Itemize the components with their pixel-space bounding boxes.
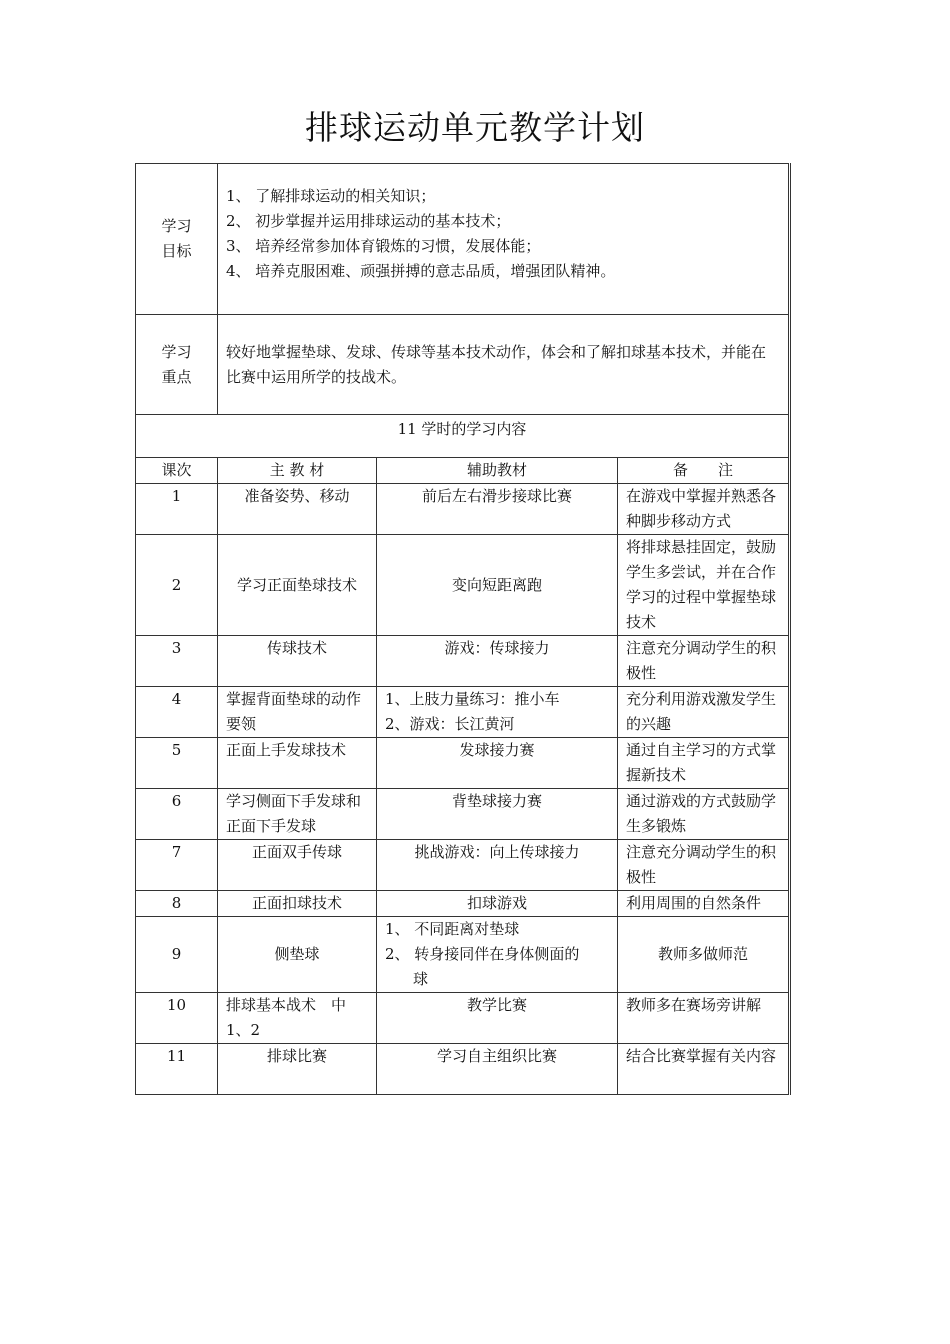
focus-row xyxy=(136,315,790,415)
main-material: 正面扣球技术 xyxy=(218,891,377,917)
table-row xyxy=(136,917,790,993)
note: 注意充分调动学生的积极性 xyxy=(618,840,790,891)
note: 利用周围的自然条件 xyxy=(618,891,790,917)
note: 教师多在赛场旁讲解 xyxy=(618,993,790,1044)
column-header-aux: 辅助教材 xyxy=(377,458,618,484)
lesson-number: 3 xyxy=(136,636,218,687)
lesson-number: 5 xyxy=(136,738,218,789)
lesson-number: 6 xyxy=(136,789,218,840)
aux-material: 游戏：传球接力 xyxy=(377,636,618,687)
table-row xyxy=(136,738,790,789)
aux-material: 前后左右滑步接球比赛 xyxy=(377,484,618,535)
main-material: 学习侧面下手发球和正面下手发球 xyxy=(218,789,377,840)
main-material: 侧垫球 xyxy=(218,917,377,993)
lesson-number: 1 xyxy=(136,484,218,535)
lesson-number: 7 xyxy=(136,840,218,891)
note: 教师多做师范 xyxy=(618,917,790,993)
note: 将排球悬挂固定，鼓励学生多尝试，并在合作学习的过程中掌握垫球技术 xyxy=(618,535,790,636)
table-row xyxy=(136,687,790,738)
aux-item: 1、上肢力量练习：推小车 xyxy=(385,690,560,708)
goal-item: 4、 培养克服困难、顽强拼搏的意志品质，增强团队精神。 xyxy=(226,262,616,280)
aux-material xyxy=(377,917,618,993)
focus-label: 学习 重点 xyxy=(136,315,218,415)
main-material: 传球技术 xyxy=(218,636,377,687)
aux-material: 扣球游戏 xyxy=(377,891,618,917)
note: 充分利用游戏激发学生的兴趣 xyxy=(618,687,790,738)
focus-text: 较好地掌握垫球、发球、传球等基本技术动作，体会和了解扣球基本技术，并能在比赛中运用所学的技战术。 xyxy=(218,315,790,415)
page-title: 排球运动单元教学计划 xyxy=(305,108,645,147)
lesson-number: 4 xyxy=(136,687,218,738)
main-material: 学习正面垫球技术 xyxy=(218,535,377,636)
note: 通过游戏的方式鼓励学生多锻炼 xyxy=(618,789,790,840)
main-material: 掌握背面垫球的动作要领 xyxy=(218,687,377,738)
aux-item: 1、 不同距离对垫球 xyxy=(385,920,520,938)
lesson-number: 9 xyxy=(136,917,218,993)
content-header: 11 学时的学习内容 xyxy=(136,415,790,458)
column-header-row xyxy=(136,458,790,484)
aux-item-continued: 球 xyxy=(413,970,429,988)
main-material: 正面上手发球技术 xyxy=(218,738,377,789)
aux-material: 变向短距离跑 xyxy=(377,535,618,636)
main-material: 排球基本战术 中 1、2 xyxy=(218,993,377,1044)
aux-material: 教学比赛 xyxy=(377,993,618,1044)
table-row xyxy=(136,993,790,1044)
note: 通过自主学习的方式掌握新技术 xyxy=(618,738,790,789)
goal-item: 3、 培养经常参加体育锻炼的习惯，发展体能； xyxy=(226,237,541,255)
aux-material: 背垫球接力赛 xyxy=(377,789,618,840)
lesson-number: 11 xyxy=(136,1044,218,1095)
table-row xyxy=(136,484,790,535)
column-header-lesson: 课次 xyxy=(136,458,218,484)
note: 结合比赛掌握有关内容 xyxy=(618,1044,790,1095)
goal-item: 1、 了解排球运动的相关知识； xyxy=(226,187,436,205)
goals-label: 学习 目标 xyxy=(136,164,218,315)
column-header-note: 备 注 xyxy=(618,458,790,484)
note: 注意充分调动学生的积极性 xyxy=(618,636,790,687)
goal-item: 2、 初步掌握并运用排球运动的基本技术； xyxy=(226,212,511,230)
teaching-plan-table xyxy=(135,163,791,1095)
lesson-number: 2 xyxy=(136,535,218,636)
table-row xyxy=(136,789,790,840)
goals-list xyxy=(218,164,790,315)
table-row xyxy=(136,636,790,687)
main-material: 准备姿势、移动 xyxy=(218,484,377,535)
aux-material: 挑战游戏：向上传球接力 xyxy=(377,840,618,891)
content-header-row xyxy=(136,415,790,458)
note: 在游戏中掌握并熟悉各种脚步移动方式 xyxy=(618,484,790,535)
table-row xyxy=(136,840,790,891)
aux-item: 2、 转身接同伴在身体侧面的 xyxy=(385,945,580,963)
aux-material xyxy=(377,687,618,738)
table-row xyxy=(136,1044,790,1095)
aux-item: 2、游戏：长江黄河 xyxy=(385,715,515,733)
goals-row xyxy=(136,164,790,315)
aux-material: 学习自主组织比赛 xyxy=(377,1044,618,1095)
main-material: 排球比赛 xyxy=(218,1044,377,1095)
lesson-number: 8 xyxy=(136,891,218,917)
main-material: 正面双手传球 xyxy=(218,840,377,891)
table-row xyxy=(136,891,790,917)
aux-material: 发球接力赛 xyxy=(377,738,618,789)
column-header-main: 主 教 材 xyxy=(218,458,377,484)
lesson-number: 10 xyxy=(136,993,218,1044)
table-row xyxy=(136,535,790,636)
